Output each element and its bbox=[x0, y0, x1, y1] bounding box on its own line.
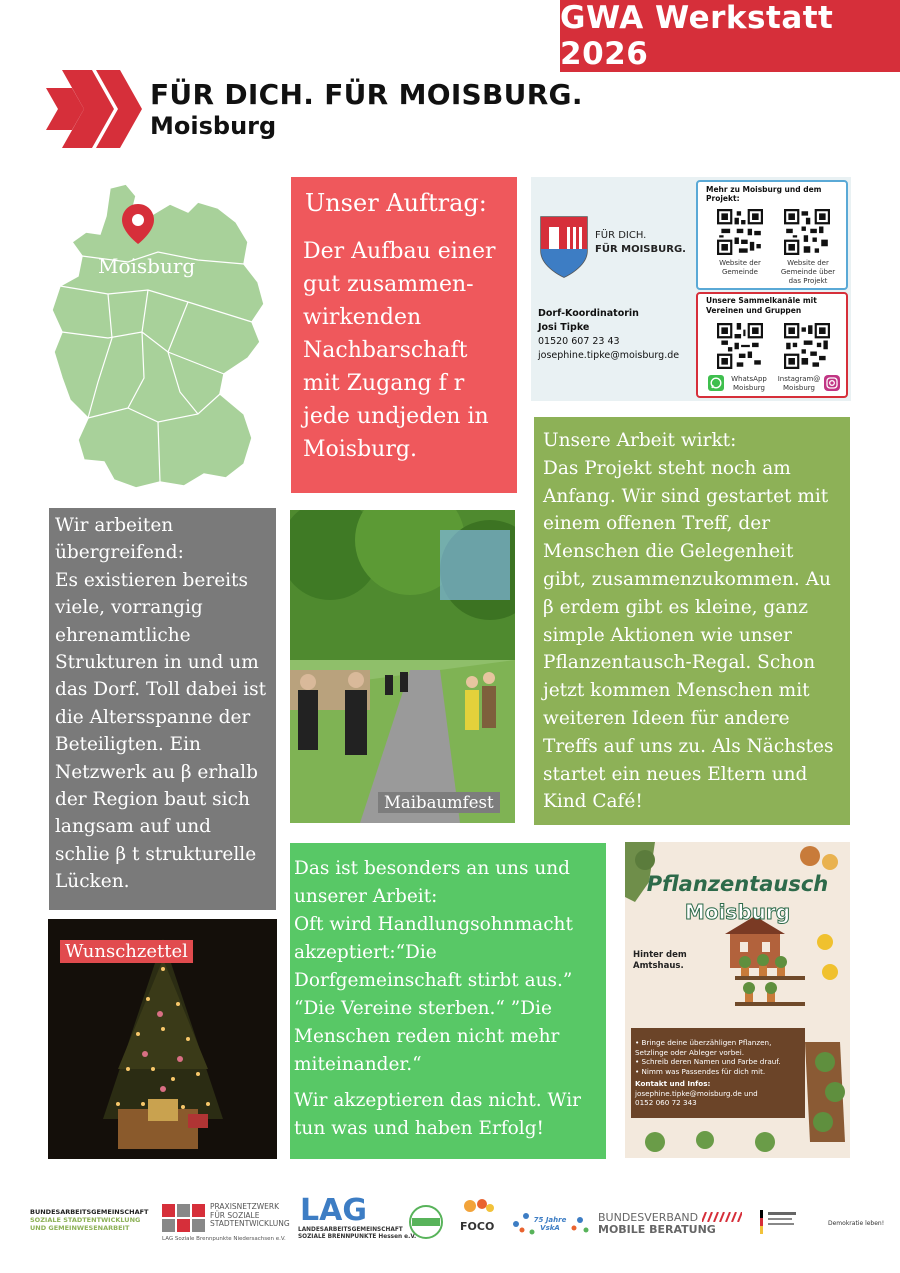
lag-logo: LAG bbox=[300, 1193, 367, 1228]
bag-logo: BUNDESARBEITSGEMEINSCHAFT SOZIALE STADTENTWICKLUNG UND GEMEINWESENARBEIT bbox=[30, 1208, 149, 1232]
demokratie-leben-logo: Demokratie leben! bbox=[828, 1220, 885, 1227]
info-card bbox=[531, 177, 851, 401]
poster-contact-title: Kontakt und Infos: bbox=[635, 1079, 711, 1088]
banner-title: GWA Werkstatt 2026 bbox=[560, 0, 834, 72]
panel2-title: Unsere Sammelkanäle mit Vereinen und Gruppen bbox=[706, 296, 817, 315]
poster-contact-email: josephine.tipke@moisburg.de und bbox=[635, 1088, 758, 1098]
praxisnetzwerk-logo-icon bbox=[162, 1204, 206, 1232]
stripes-icon bbox=[702, 1212, 742, 1222]
special-heading: Das ist besonders an uns und unserer Arbeit: bbox=[294, 858, 571, 907]
project-links-panel bbox=[696, 180, 848, 290]
maibaumfest-label: Maibaumfest bbox=[378, 792, 500, 813]
top-banner bbox=[560, 0, 900, 72]
mobile-beratung-logo: BUNDESVERBAND MOBILE BERATUNG bbox=[598, 1211, 716, 1236]
work-body: Das Projekt steht noch am Anfang. Wir sind gestartet mit einem offenen Treff, der Menschen die Gelegenheit gibt, zusammenzukommen. Au β erdem gibt es kleine, ganz simple Aktionen wie unser Pflanzentausch-Regal. Schon jetzt kommen Menschen mit weiteren Ideen für andere Treffs auf uns zu. Als Nächstes startet ein neues Eltern und Kind Café! bbox=[543, 457, 834, 813]
poster-location2: Amtshaus. bbox=[633, 961, 684, 971]
slogan: FÜR DICH. FÜR MOISBURG. bbox=[150, 78, 583, 111]
foco-logo-icon bbox=[458, 1196, 498, 1216]
foco-logo: FOCO bbox=[460, 1220, 495, 1233]
panel1-title: Mehr zu Moisburg und dem Projekt: bbox=[706, 185, 822, 203]
quartiersentwicklung-logo-icon bbox=[402, 1204, 450, 1240]
whatsapp-icon[interactable] bbox=[708, 375, 724, 391]
map-label: Moisburg bbox=[98, 254, 196, 278]
qr3-caption: WhatsApp Moisburg bbox=[731, 375, 767, 392]
qr2-caption: Website der Gemeinde über das Projekt bbox=[780, 259, 836, 285]
instagram-icon[interactable] bbox=[824, 375, 840, 391]
maibaumfest-photo bbox=[290, 510, 515, 823]
coordinator-phone: 01520 607 23 43 bbox=[538, 336, 620, 347]
qr-code-icon[interactable] bbox=[717, 209, 763, 255]
coordinator-name: Josi Tipke bbox=[538, 322, 590, 333]
poster-bullet3: • Nimm was Passendes für dich mit. bbox=[635, 1066, 766, 1076]
qr4-caption: Instagram@ Moisburg bbox=[777, 375, 821, 392]
poster-contact-phone: 0152 060 72 343 bbox=[635, 1098, 697, 1107]
card-logo-line2: FÜR MOISBURG. bbox=[595, 244, 686, 255]
mission-heading: Unser Auftrag: bbox=[305, 189, 487, 217]
coat-of-arms-icon bbox=[539, 215, 589, 279]
vska-logo: 75 Jahre VskA bbox=[533, 1216, 567, 1232]
qr-code-icon[interactable] bbox=[717, 323, 763, 369]
place-title: Moisburg bbox=[150, 112, 277, 140]
coordinator-email[interactable]: josephine.tipke@moisburg.de bbox=[538, 350, 680, 361]
qr-code-icon[interactable] bbox=[784, 209, 830, 255]
poster-title1: Pflanzentausch bbox=[646, 872, 829, 896]
mission-box bbox=[291, 177, 517, 493]
wunschzettel-label: Wunschzettel bbox=[60, 940, 193, 963]
poster-location1: Hinter dem bbox=[633, 950, 687, 960]
germany-map bbox=[48, 182, 270, 497]
special-box bbox=[290, 843, 606, 1159]
channels-panel bbox=[696, 292, 848, 398]
poster-title2: Moisburg bbox=[684, 900, 791, 924]
cross-body: Es existieren bereits viele, vorrangig ehrenamtliche Strukturen in und um das Dorf. Toll dabei ist die Altersspanne der Beteiligten. Ein Netzwerk au β erhalb der Region baut sich langsam auf und schlie β t strukturelle Lücken. bbox=[55, 569, 267, 893]
work-heading: Unsere Arbeit wirkt: bbox=[543, 430, 737, 451]
chevrons-logo-icon bbox=[44, 66, 144, 152]
poster-bullet1: • Bringe deine überzähligen Pflanzen, Setzlinge oder Ableger vorbei. bbox=[635, 1038, 772, 1057]
mission-body: Der Aufbau einer gut zusammen- wirkenden Nachbarschaft mit Zugang f r jede undjeden in Moisburg. bbox=[303, 239, 496, 462]
special-closing: Wir akzeptieren das nicht. Wir tun was und haben Erfolg! bbox=[294, 1090, 581, 1139]
special-body: Oft wird Handlungsohnmacht akzeptiert:“Die Dorfgemeinschaft stirbt aus.” “Die Vereine sterben.“ ”Die Menschen reden nicht mehr miteinander.“ bbox=[294, 914, 573, 1075]
lag-sub: LANDESARBEITSGEMEINSCHAFT SOZIALE BRENNPUNKTE Hessen e.V. bbox=[298, 1227, 417, 1240]
praxisnetzwerk-sub: LAG Soziale Brennpunkte Niedersachsen e.V. bbox=[162, 1236, 286, 1242]
poster-bullet2: • Schreib deren Namen und Farbe drauf. bbox=[635, 1057, 781, 1066]
qr1-caption: Website der Gemeinde bbox=[719, 259, 761, 276]
cross-heading: Wir arbeiten übergreifend: bbox=[55, 515, 184, 564]
cross-box bbox=[49, 508, 276, 910]
praxisnetzwerk-logo: PRAXISNETZWERK FÜR SOZIALE STADTENTWICKLUNG bbox=[210, 1202, 290, 1228]
pflanzentausch-poster bbox=[625, 842, 850, 1158]
qr-code-icon[interactable] bbox=[784, 323, 830, 369]
federal-eagle-icon bbox=[760, 1208, 800, 1238]
coordinator-title: Dorf-Koordinatorin bbox=[538, 308, 639, 319]
card-logo-line1: FÜR DICH. bbox=[595, 230, 647, 241]
work-box bbox=[534, 417, 850, 825]
